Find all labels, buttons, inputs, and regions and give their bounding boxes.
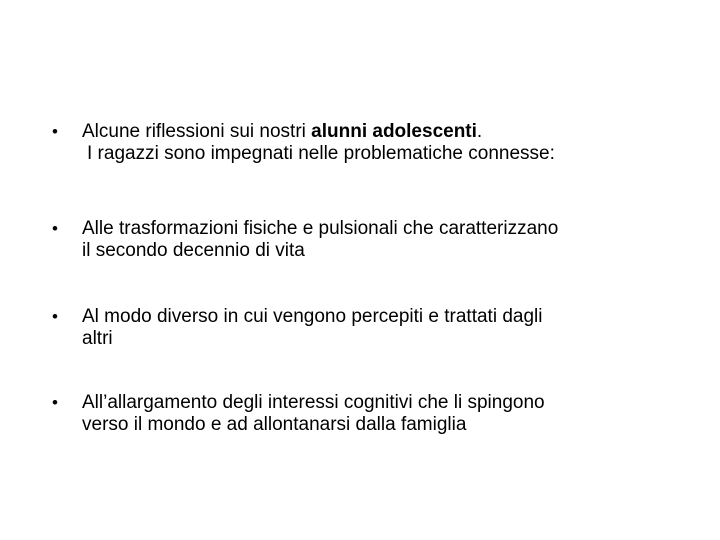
bullet-item-2: [52, 218, 702, 262]
bullet-text-plain: Alcune riflessioni sui nostri: [82, 121, 312, 142]
bullet-text-bold: alunni adolescenti: [311, 121, 477, 142]
bullet-text-line2: verso il mondo e ad allontanarsi dalla famiglia: [82, 414, 467, 435]
bullet-continuation: I ragazzi sono impegnati nelle problematiche connesse:: [87, 143, 555, 164]
bullet-marker: •: [52, 307, 58, 326]
bullet-marker: •: [52, 393, 58, 412]
bullet-text-line1: All’allargamento degli interessi cognitivi che li spingono: [82, 392, 545, 413]
bullet-text-line2: altri: [82, 328, 113, 349]
bullet-text: [82, 121, 702, 143]
bullet-item-4: [52, 392, 702, 436]
bullet-marker: •: [52, 219, 58, 238]
bullet-item-3: [52, 306, 702, 350]
bullet-text-line2: il secondo decennio di vita: [82, 240, 305, 261]
bullet-marker: •: [52, 122, 58, 141]
bullet-text-line1: Al modo diverso in cui vengono percepiti e trattati dagli: [82, 306, 543, 327]
bullet-text-after: .: [476, 121, 483, 142]
bullet-item-1: [52, 121, 702, 165]
bullet-text-line1: Alle trasformazioni fisiche e pulsionali che caratterizzano: [82, 218, 559, 239]
